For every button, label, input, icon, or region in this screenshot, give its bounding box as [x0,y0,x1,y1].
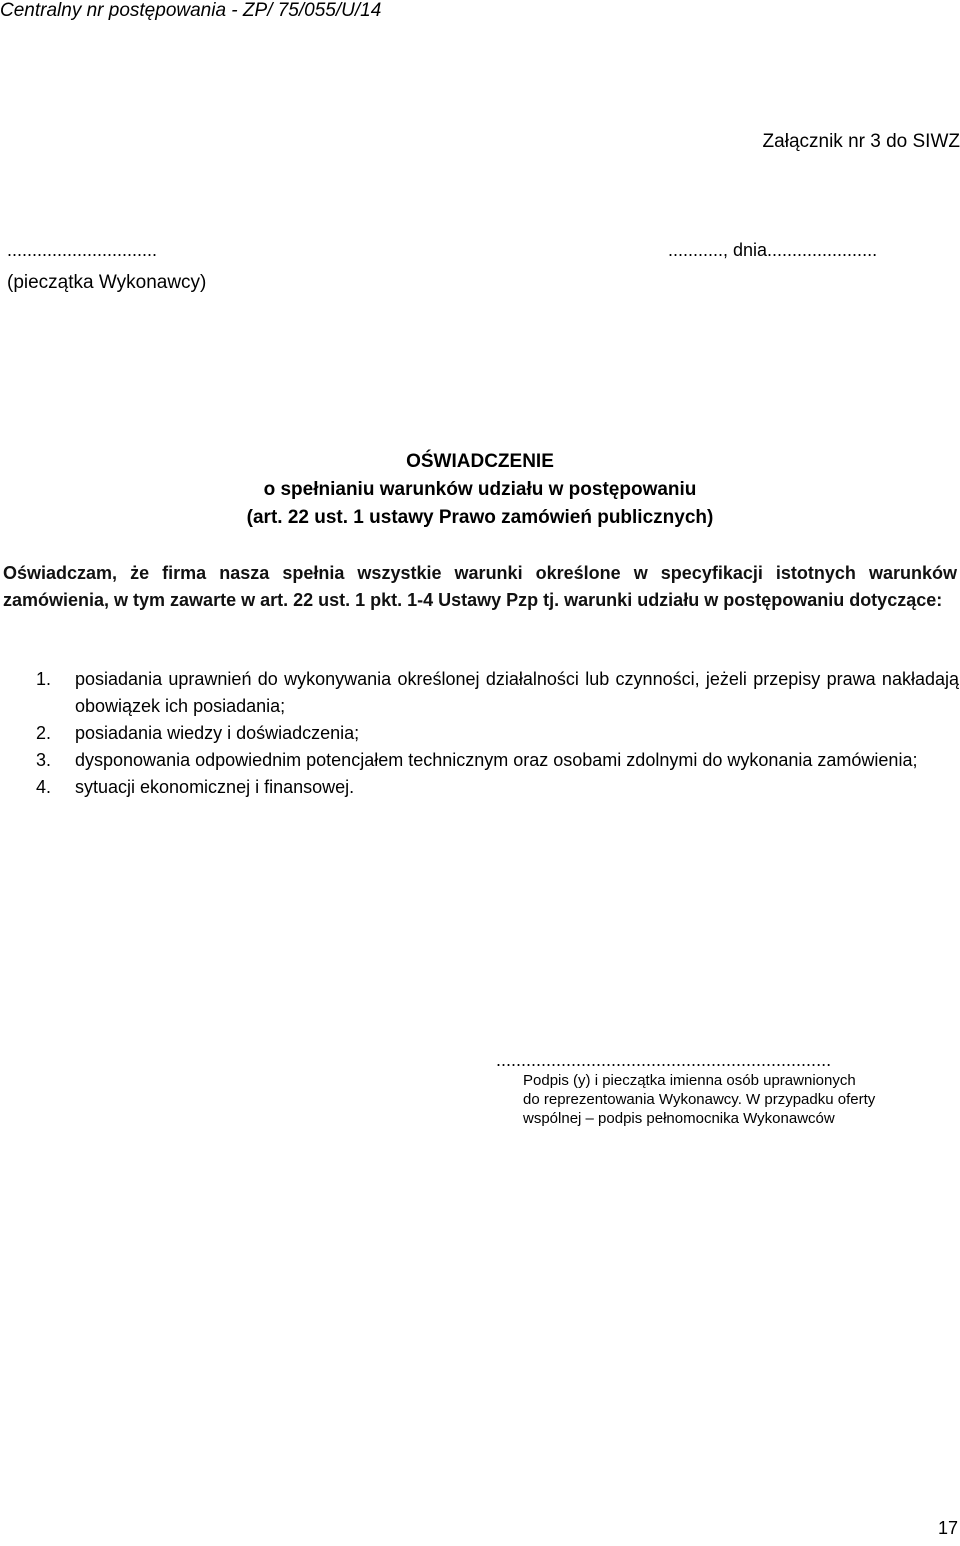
document-legal-basis: (art. 22 ust. 1 ustawy Prawo zamówień publicznych) [246,507,714,528]
declaration-intro: Oświadczam, że firma nasza spełnia wszystkie warunki określone w specyfikacji istotnych warunków zamówienia, w tym zawarte w art. 22 ust. 1 pkt. 1-4 Ustawy Pzp tj. warunki udziału w postępowaniu dotyczące: [3,563,957,610]
list-item [3,774,959,801]
list-item [3,747,959,774]
list-item-text: posiadania wiedzy i doświadczenia; [75,723,360,743]
stamp-placeholder-dots: .............................. [7,240,158,260]
list-item-text: sytuacji ekonomicznej i finansowej. [75,777,355,797]
list-item-number: 2. [36,723,52,743]
signature-caption-line: do reprezentowania Wykonawcy. W przypadku oferty [523,1091,876,1108]
annex-label: Załącznik nr 3 do SIWZ [762,131,960,152]
list-item-number: 4. [36,777,52,797]
signature-caption-line: Podpis (y) i pieczątka imienna osób uprawnionych [523,1072,856,1089]
page-number: 17 [937,1518,958,1538]
stamp-label: (pieczątka Wykonawcy) [7,272,207,293]
list-item [3,666,959,720]
signature-caption-line: wspólnej – podpis pełnomocnika Wykonawców [523,1110,835,1127]
list-item-number: 3. [36,750,52,770]
list-item [3,720,959,747]
signature-caption [523,1071,943,1128]
document-subtitle: o spełnianiu warunków udziału w postępowaniu [263,479,697,500]
procedure-reference: Centralny nr postępowania - ZP/ 75/055/U/14 [0,0,382,21]
document-title: OŚWIADCZENIE [406,451,554,472]
list-item-text: posiadania uprawnień do wykonywania określonej działalności lub czynności, jeżeli przepisy prawa nakładają obowiązek ich posiadania; [75,669,959,716]
list-item-number: 1. [36,669,52,689]
place-date-field: ..........., dnia...................... [668,240,878,260]
list-item-text: dysponowania odpowiednim potencjałem technicznym oraz osobami zdolnymi do wykonania zamówienia; [75,750,918,770]
signature-line: ................................................................... [496,1050,832,1070]
conditions-list [3,666,959,801]
